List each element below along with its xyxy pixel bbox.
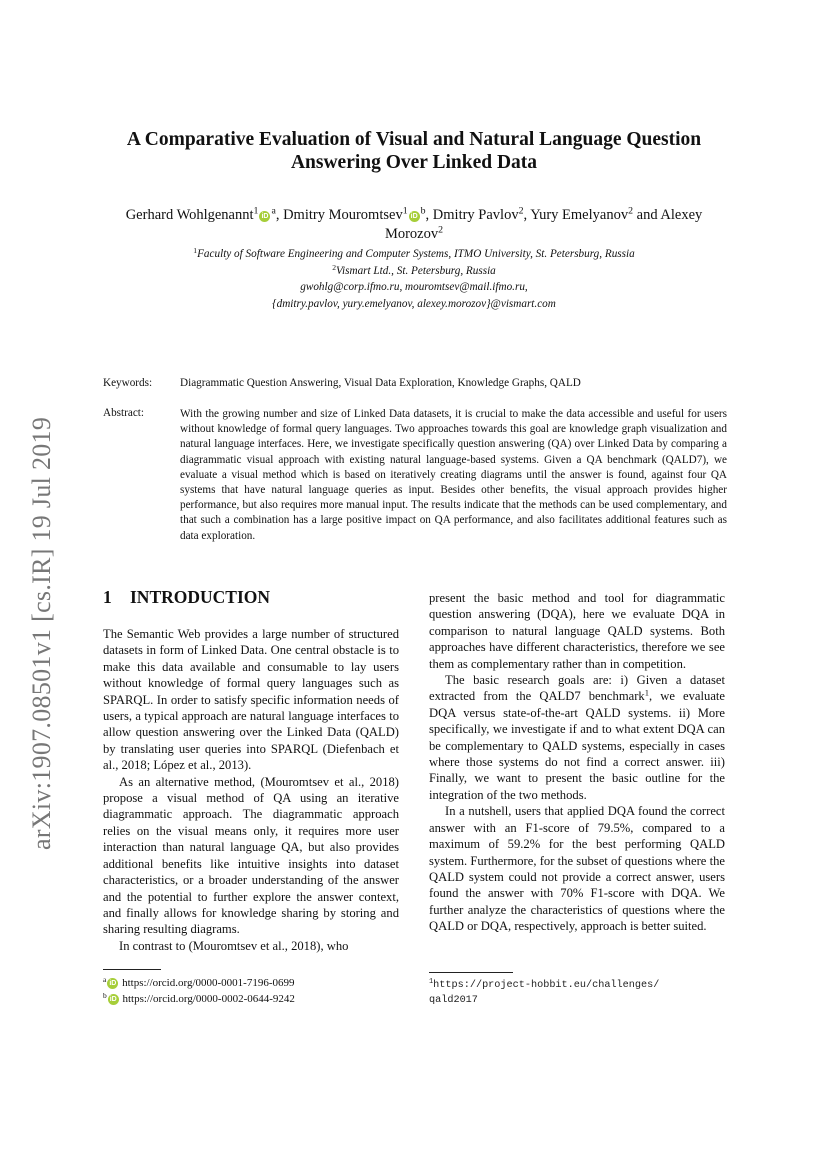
author-name: , Dmitry Mouromtsev <box>275 207 403 223</box>
affil-sup: 1 <box>193 245 198 255</box>
orcid-icon[interactable]: iD <box>410 213 418 220</box>
abstract-label: Abstract: <box>103 407 145 419</box>
affiliation-1 <box>100 246 728 263</box>
section-title: INTRODUCTION <box>130 587 271 607</box>
orcid-icon[interactable]: iD <box>261 213 269 220</box>
title-line-1: A Comparative Evaluation of Visual and Natural Language Question <box>126 129 702 150</box>
section-number: 1 <box>103 587 112 607</box>
footnote-mark: b <box>103 990 107 1000</box>
paper-title <box>100 128 728 174</box>
keywords-text: Diagrammatic Question Answering, Visual Data Exploration, Knowledge Graphs, QALD <box>180 377 581 389</box>
email-line-2: {dmitry.pavlov, yury.emelyanov, alexey.morozov}@vismart.com <box>272 297 556 310</box>
author-list <box>100 206 728 244</box>
author-name: Gerhard Wohlgenannt <box>125 207 254 223</box>
orcid-link[interactable]: https://orcid.org/0000-0001-7196-0699 <box>122 977 295 989</box>
paragraph: The Semantic Web provides a large number of structured datasets in form of Linked Data. One central obstacle is to make this data available and consumable to lay users without knowledge of formal query languages such as SPARQL. In order to satisfy specific information needs of users, a typical approach are natural language interfaces to allow question answering over the Linked Data (QALD) by translating user queries into SPARQL (Diefenbach et al., 2018; López et al., 2013). <box>103 627 399 773</box>
paragraph <box>429 672 725 803</box>
orcid-footnotes <box>103 975 295 1007</box>
footnote-1 <box>429 978 659 1008</box>
paragraph-text: The basic research goals are: i) Given a dataset extracted from the QALD7 benchmark <box>429 673 725 704</box>
author-name: , Yury Emelyanov <box>523 207 629 223</box>
orcid-footnote <box>103 991 295 1007</box>
affiliation-2 <box>100 263 728 280</box>
author-line-1 <box>100 206 728 225</box>
paragraph: As an alternative method, (Mouromtsev et al., 2018) propose a visual method of QA using an iterative diagrammatic approach. The diagrammatic approach relies on the visual means only, it requires more user interaction than natural language QA, but also provides additional benefits like intuitive insights into dataset characteristics, or a broader understanding of the answer and the potential to further explore the answer context, and finally allows for knowledge sharing by storing and sharing resulting diagrams. <box>103 774 399 937</box>
footnote-ref[interactable]: 1 <box>644 687 649 698</box>
footnote-rule <box>103 969 161 970</box>
author-affil-sup: 1 <box>253 205 259 217</box>
author-affil-sup: 1 <box>402 205 408 217</box>
footnote-line <box>429 978 659 993</box>
affil-sup: 2 <box>332 262 337 272</box>
paragraph-text: , we evaluate DQA versus state-of-the-art QALD systems. ii) More specifically, we investigate if and to what extent DQA can be complementary to QALD systems, especially in cases where those systems do not find a correct answer. iii) Finally, we want to present the basic outline for the integration of the two methods. <box>429 689 725 802</box>
title-line-2: Answering Over Linked Data <box>290 152 538 173</box>
footnote-line[interactable]: qald2017 <box>429 995 478 1006</box>
footnote-rule <box>429 972 513 973</box>
section-heading <box>103 587 270 608</box>
affil-text: Vismart Ltd., St. Petersburg, Russia <box>336 264 496 277</box>
author-line-2 <box>100 225 728 244</box>
author-affil-sup: 2 <box>518 205 524 217</box>
author-affil-sup: 2 <box>438 224 444 236</box>
right-column <box>429 590 725 935</box>
left-column <box>103 626 399 954</box>
keywords-label: Keywords: <box>103 377 153 389</box>
paragraph: In a nutshell, users that applied DQA found the correct answer with an F1-score of 79.5%, compared to a maximum of 59.2% for the best performing QALD system. Furthermore, for the subset of questions where the QALD system could not provide a correct answer, users found the answer with 70% F1-score with DQA. We further analyze the characteristics of questions where the QALD or DQA, respectively, approach is better suited. <box>429 804 725 934</box>
email-line-1: gwohlg@corp.ifmo.ru, mouromtsev@mail.ifmo.ru, <box>300 281 528 293</box>
orcid-icon: iD <box>109 980 117 987</box>
author-affil-sup: 2 <box>628 205 634 217</box>
orcid-mark: a <box>271 205 276 217</box>
paragraph: In contrast to (Mouromtsev et al., 2018), who <box>119 938 349 953</box>
author-name: and Alexey <box>633 207 703 223</box>
affil-text: Faculty of Software Engineering and Computer Systems, ITMO University, St. Petersburg, Russia <box>197 248 635 260</box>
orcid-mark: b <box>420 205 426 217</box>
author-name: Morozov <box>384 226 439 242</box>
paragraph: present the basic method and tool for diagrammatic question answering (DQA), here we evaluate DQA in comparison to natural language QALD systems. Both approaches have different characteristics, therefore we see them as complementary rather than in competition. <box>429 591 725 671</box>
affiliations <box>100 246 728 312</box>
abstract-text: With the growing number and size of Linked Data datasets, it is crucial to make the data accessible and useful for users without knowledge of formal query languages. Two approaches towards this goal are knowledge graph visualization and natural language interfaces. Here, we investigate specifically question answering (QA) over Linked Data by comparing a diagrammatic visual approach with existing natural language-based systems. Given a QA benchmark (QALD7), we evaluate a visual method which is based on iteratively creating diagrams until the answer is found, against four QA systems that have natural language queries as input. Besides other benefits, the visual approach provides higher performance, but also requires more manual input. The results indicate that the methods can be used complementary, and that such a combination has a large positive impact on QA performance, and also facilitates additional features such as data exploration. <box>180 408 727 542</box>
footnote-link[interactable]: https://project-hobbit.eu/challenges/ <box>433 980 660 991</box>
orcid-icon: iD <box>109 996 117 1003</box>
orcid-link[interactable]: https://orcid.org/0000-0002-0644-9242 <box>122 993 295 1005</box>
footnote-mark: a <box>103 974 107 984</box>
footnote-mark: 1 <box>429 978 434 987</box>
orcid-footnote <box>103 975 295 991</box>
author-name: , Dmitry Pavlov <box>425 207 519 223</box>
arxiv-stamp: arXiv:1907.08501v1 [cs.IR] 19 Jul 2019 <box>27 416 56 850</box>
